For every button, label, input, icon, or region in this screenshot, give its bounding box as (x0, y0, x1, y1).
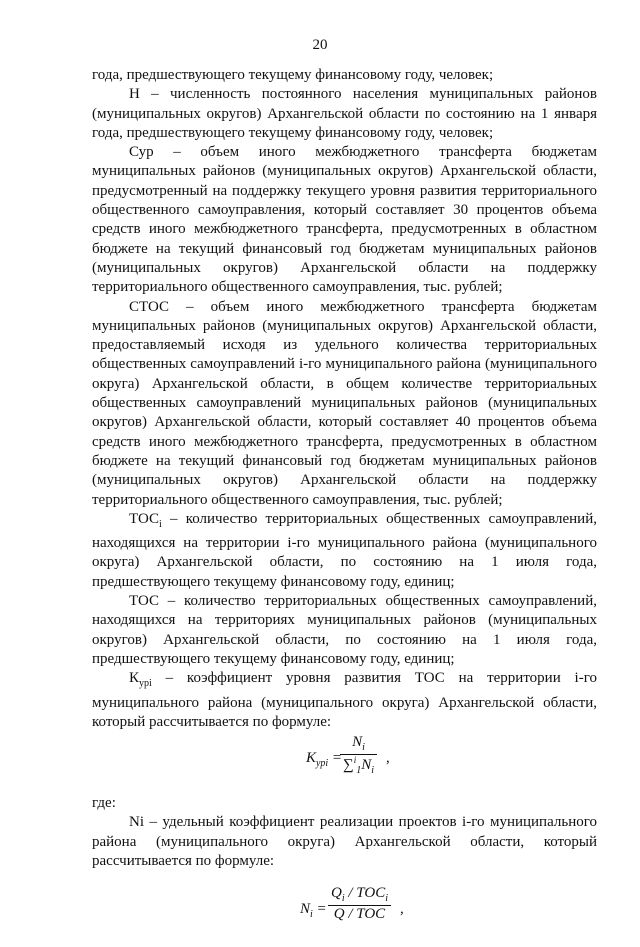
formula1-denominator: $\sum^i_1N_i$ (343, 755, 375, 777)
formula2-comma: , (400, 901, 404, 918)
formula2-denominator: Q / TOC (333, 906, 386, 923)
formula1-numerator: $N_i$ (340, 734, 377, 755)
paragraph-ni-definition: Ni – удельный коэффициент реализации проектов i-го муниципального района (муниципального округа) Архангельской области, который рассчитывается по формуле: (92, 814, 597, 869)
k-symbol: К (129, 670, 140, 687)
formula1-comma: , (386, 750, 390, 767)
formula2-lhs: $N_i$ = (300, 901, 327, 921)
paragraph-h-definition: H – численность постоянного населения муниципальных районов (муниципальных округов) Архангельской области по состоянию на 1 января года, предшествующего текущему финансовому году, человек; (92, 86, 597, 141)
k-subscript: урi (139, 678, 152, 690)
toc-i-subscript: i (159, 518, 162, 530)
formula2-numerator: $Q_i / TOC_i$ (328, 885, 391, 906)
paragraph-continuation: года, предшествующего текущему финансовому году, человек; (92, 67, 494, 83)
paragraph-toc-i-definition (92, 510, 597, 592)
paragraph-k-definition (92, 669, 597, 732)
formula1-lhs: $K_{урi}$ = (306, 750, 342, 770)
document-body (92, 66, 597, 947)
paragraph-stos-definition: СТОС – объем иного межбюджетного трансферта бюджетам муниципальных районов (муниципальных округов) Архангельской области, предоставляемый исходя из удельного количества территориальных общественных самоуправлений i-го муниципального района (муниципального округа) Архангельской области, в общем количестве территориальных общественных самоуправлений муниципальных районов (муниципальных округов) Архангельской области, который составляет 40 процентов объема средств иного межбюджетного трансферта, предусмотренных в областном бюджете на текущий финансовый год бюджетам муниципальных районов (муниципальных округов) Архангельской области на поддержку территориального общественного самоуправления, тыс. рублей; (92, 298, 597, 508)
formula2-fraction (328, 885, 391, 923)
page-number: 20 (312, 37, 328, 53)
formula-ni-coefficient (92, 873, 597, 947)
where-label: где: (92, 795, 116, 812)
k-text: – коэффициент уровня развития ТОС на территории i-го муниципального района (муниципального округа) Архангельской области, который рассчитывается по формуле: (92, 670, 597, 730)
toc-i-symbol: ТОС (129, 510, 159, 527)
formula1-fraction (340, 734, 377, 776)
paragraph-toc-definition: ТОС – количество территориальных общественных самоуправлений, находящихся на территориях муниципальных районов (муниципальных округов) Архангельской области, по состоянию на 1 июля года, предшествующего текущему финансовому году, единиц; (92, 593, 597, 667)
toc-i-text: – количество территориальных общественных самоуправлений, находящихся на территории i-го муниципального района (муниципального округа) Архангельской области, по состоянию на 1 июля года, предшествующего текущему финансовому году, единиц; (92, 510, 597, 590)
formula-k-coefficient (92, 732, 597, 794)
paragraph-sur-definition: Сур – объем иного межбюджетного трансферта бюджетам муниципальных районов (муниципальных округов) Архангельской области, предусмотренный на поддержку текущего уровня развития территориального общественного самоуправления, который составляет 30 процентов объема средств иного межбюджетного трансферта, предусмотренных в областном бюджете на текущий финансовый год бюджетам муниципальных районов (муниципальных округов) Архангельской области на поддержку территориального общественного самоуправления, тыс. рублей; (92, 144, 597, 296)
